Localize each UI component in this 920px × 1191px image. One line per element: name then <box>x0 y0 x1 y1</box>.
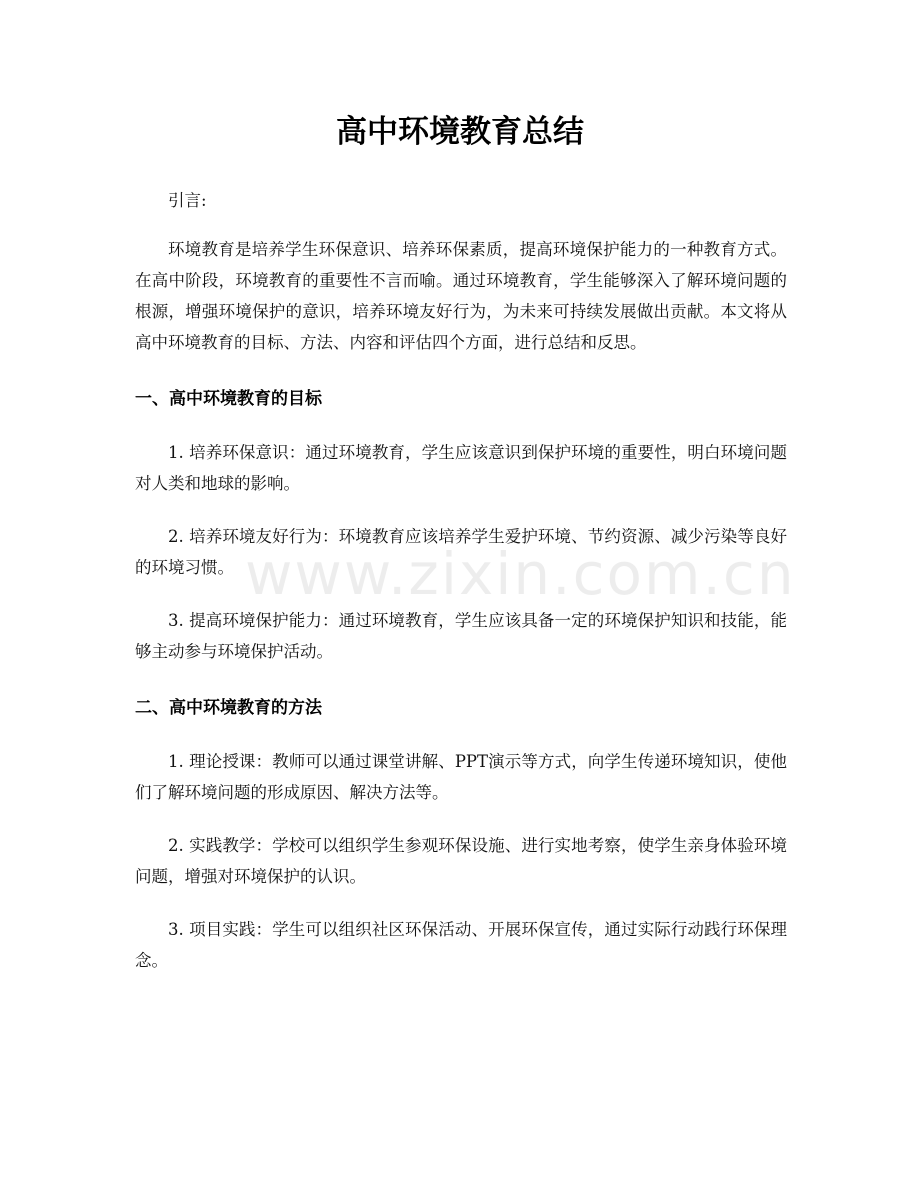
document-title: 高中环境教育总结 <box>336 114 584 150</box>
goal-item-2: 2. 培养环境友好行为：环境教育应该培养学生爱护环境、节约资源、减少污染等良好的环境习惯。 <box>135 527 787 577</box>
section-heading-methods: 二、高中环境教育的方法 <box>135 698 322 718</box>
method-item-2: 2. 实践教学：学校可以组织学生参观环保设施、进行实地考察，使学生亲身体验环境问题，增强对环境保护的认识。 <box>135 836 787 886</box>
method-item-1: 1. 理论授课：教师可以通过课堂讲解、PPT演示等方式，向学生传递环境知识，使他们了解环境问题的形成原因、解决方法等。 <box>135 752 787 802</box>
goal-item-3: 3. 提高环境保护能力：通过环境教育，学生应该具备一定的环境保护知识和技能，能够主动参与环境保护活动。 <box>135 611 787 661</box>
watermark: www.zixin.com.cn <box>245 540 796 608</box>
goal-item-1: 1. 培养环保意识：通过环境教育，学生应该意识到保护环境的重要性，明白环境问题对人类和地球的影响。 <box>135 443 787 493</box>
section-heading-goals: 一、高中环境教育的目标 <box>135 389 322 409</box>
document-body <box>135 185 787 976</box>
intro-label: 引言: <box>168 191 207 210</box>
method-item-3: 3. 项目实践：学生可以组织社区环保活动、开展环保宣传，通过实际行动践行环保理念。 <box>135 920 787 970</box>
intro-paragraph: 环境教育是培养学生环保意识、培养环保素质，提高环境保护能力的一种教育方式。在高中阶段，环境教育的重要性不言而喻。通过环境教育，学生能够深入了解环境问题的根源，增强环境保护的意识，培养环境友好行为，为未来可持续发展做出贡献。本文将从高中环境教育的目标、方法、内容和评估四个方面，进行总结和反思。 <box>135 240 787 352</box>
